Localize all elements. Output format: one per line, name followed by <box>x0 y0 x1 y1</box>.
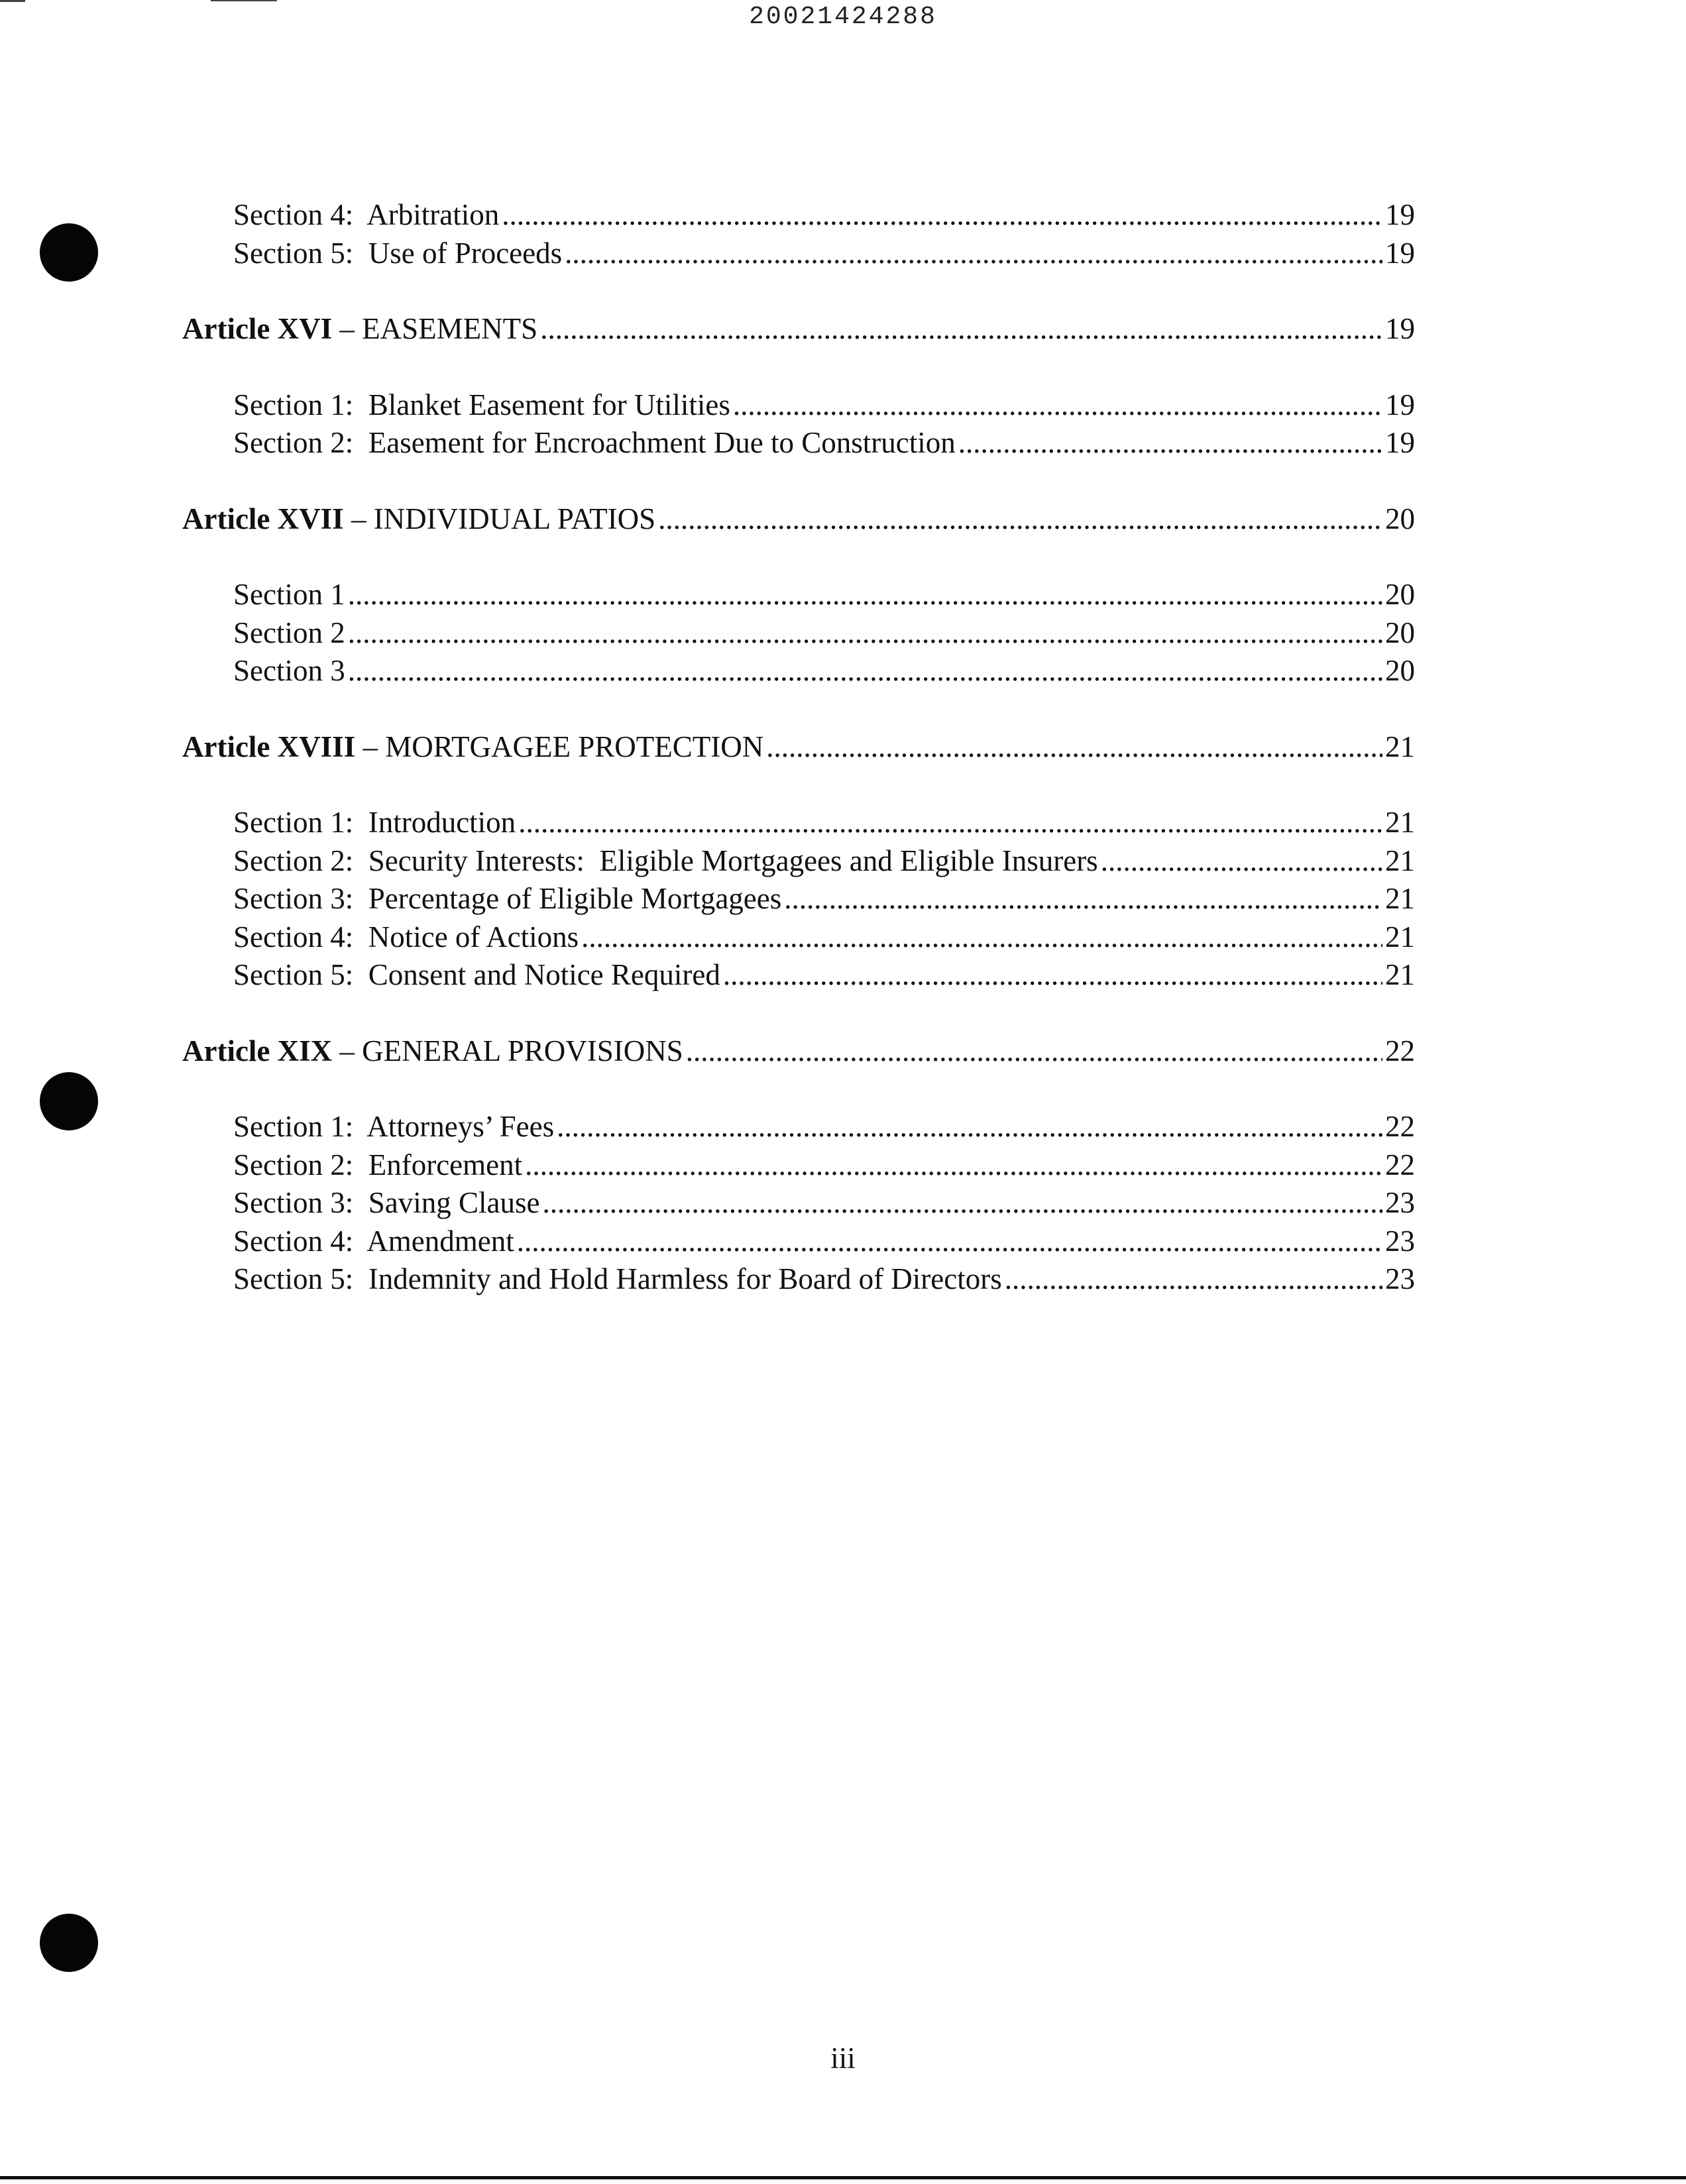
dot-leader <box>348 576 1382 614</box>
toc-entry-label: Section 4: Notice of Actions <box>233 920 579 954</box>
document-number: 20021424288 <box>749 3 937 31</box>
article-title: – INDIVIDUAL PATIOS <box>343 502 656 535</box>
toc-entry-section <box>182 386 1415 425</box>
toc-entry-label: Section 5: Indemnity and Hold Harmless for Board of Directors <box>233 1262 1002 1295</box>
toc-entry-page: 19 <box>1385 198 1415 231</box>
toc-entry-section <box>182 880 1415 918</box>
toc-entry-section <box>182 842 1415 881</box>
toc-entry-page: 22 <box>1385 1148 1415 1181</box>
toc-entry-label: Section 5: Use of Proceeds <box>233 236 563 270</box>
punch-hole-icon <box>40 223 98 282</box>
dot-leader <box>517 1223 1382 1261</box>
toc-entry-label: Section 4: Amendment <box>233 1224 514 1258</box>
toc-entry-page: 21 <box>1385 730 1415 763</box>
dot-leader <box>733 386 1382 425</box>
toc-entry-article <box>182 1032 1415 1071</box>
toc-entry-page: 22 <box>1385 1110 1415 1143</box>
toc-entry-section <box>182 424 1415 463</box>
dot-leader <box>540 310 1382 349</box>
toc-entry-label: Section 1: Blanket Easement for Utilities <box>233 388 730 421</box>
toc-entry-section <box>182 614 1415 653</box>
toc-entry-section <box>182 1146 1415 1185</box>
toc-entry-section <box>182 652 1415 690</box>
toc-entry-label: Section 3: Percentage of Eligible Mortgagees <box>233 882 782 915</box>
toc-entry-label: Section 2: Enforcement <box>233 1148 523 1181</box>
toc-entry-page: 19 <box>1385 426 1415 459</box>
toc-entry-label: Section 3: Saving Clause <box>233 1186 540 1219</box>
dot-leader <box>784 880 1382 918</box>
toc-entry-section <box>182 918 1415 957</box>
toc-entry-section <box>182 804 1415 842</box>
toc-entry-page: 21 <box>1385 920 1415 954</box>
dot-leader <box>348 652 1382 690</box>
dot-leader <box>502 196 1382 235</box>
toc-entry-label: Section 1: Introduction <box>233 806 516 839</box>
dot-leader <box>557 1108 1382 1146</box>
toc-entry-section <box>182 1184 1415 1223</box>
article-number: Article XVII <box>182 502 344 535</box>
punch-hole-icon <box>40 1914 98 1972</box>
toc-entry-label: Section 4: Arbitration <box>233 198 500 231</box>
dot-leader <box>958 424 1382 463</box>
dot-leader <box>581 918 1382 957</box>
toc-entry-article <box>182 310 1415 349</box>
dot-leader <box>658 500 1382 539</box>
dot-leader <box>686 1032 1382 1071</box>
article-title: – GENERAL PROVISIONS <box>332 1034 683 1067</box>
toc-entry-page: 19 <box>1385 236 1415 270</box>
toc-entry-label: Section 5: Consent and Notice Required <box>233 958 720 991</box>
toc-entry-page: 20 <box>1385 654 1415 687</box>
dot-leader <box>1005 1260 1382 1299</box>
article-title: – EASEMENTS <box>332 312 538 345</box>
toc-entry-page: 20 <box>1385 616 1415 649</box>
article-number: Article XVI <box>182 312 333 345</box>
toc-entry-label: Section 1: Attorneys’ Fees <box>233 1110 555 1143</box>
dot-leader <box>518 804 1382 842</box>
dot-leader <box>542 1184 1382 1223</box>
toc-entry-label: Section 3 <box>233 654 345 687</box>
dot-leader <box>766 728 1382 767</box>
page-number: iii <box>830 2042 856 2075</box>
article-number: Article XIX <box>182 1034 333 1067</box>
scan-artifact-line <box>211 0 277 1</box>
toc-entry-label: Section 2: Security Interests: Eligible Mortgagees and Eligible Insurers <box>233 844 1098 877</box>
toc-entry-page: 23 <box>1385 1186 1415 1219</box>
bottom-rule <box>0 2176 1686 2179</box>
toc-entry-page: 21 <box>1385 958 1415 991</box>
toc-entry-page: 21 <box>1385 882 1415 915</box>
toc-entry-label: Section 1 <box>233 578 345 611</box>
toc-entry-page: 21 <box>1385 844 1415 877</box>
table-of-contents <box>182 196 1415 1299</box>
dot-leader <box>1101 842 1382 881</box>
dot-leader <box>723 956 1382 995</box>
toc-entry-section <box>182 235 1415 273</box>
toc-entry-page: 23 <box>1385 1262 1415 1295</box>
toc-entry-label: Section 2: Easement for Encroachment Due to Construction <box>233 426 956 459</box>
scan-artifact-line <box>0 0 25 2</box>
article-number: Article XVIII <box>182 730 356 763</box>
toc-entry-article <box>182 500 1415 539</box>
dot-leader <box>525 1146 1382 1185</box>
toc-entry-page: 23 <box>1385 1224 1415 1258</box>
toc-entry-section <box>182 956 1415 995</box>
toc-entry-page: 19 <box>1385 388 1415 421</box>
punch-hole-icon <box>40 1072 98 1130</box>
toc-entry-article <box>182 728 1415 767</box>
toc-entry-section <box>182 1223 1415 1261</box>
toc-entry-page: 22 <box>1385 1034 1415 1067</box>
toc-entry-page: 19 <box>1385 312 1415 345</box>
dot-leader <box>348 614 1382 653</box>
toc-entry-page: 21 <box>1385 806 1415 839</box>
dot-leader <box>565 235 1382 273</box>
article-title: – MORTGAGEE PROTECTION <box>355 730 764 763</box>
toc-entry-section <box>182 1108 1415 1146</box>
toc-entry-page: 20 <box>1385 502 1415 535</box>
toc-entry-section <box>182 576 1415 614</box>
toc-entry-label: Section 2 <box>233 616 345 649</box>
toc-entry-section <box>182 1260 1415 1299</box>
toc-entry-section <box>182 196 1415 235</box>
toc-entry-page: 20 <box>1385 578 1415 611</box>
